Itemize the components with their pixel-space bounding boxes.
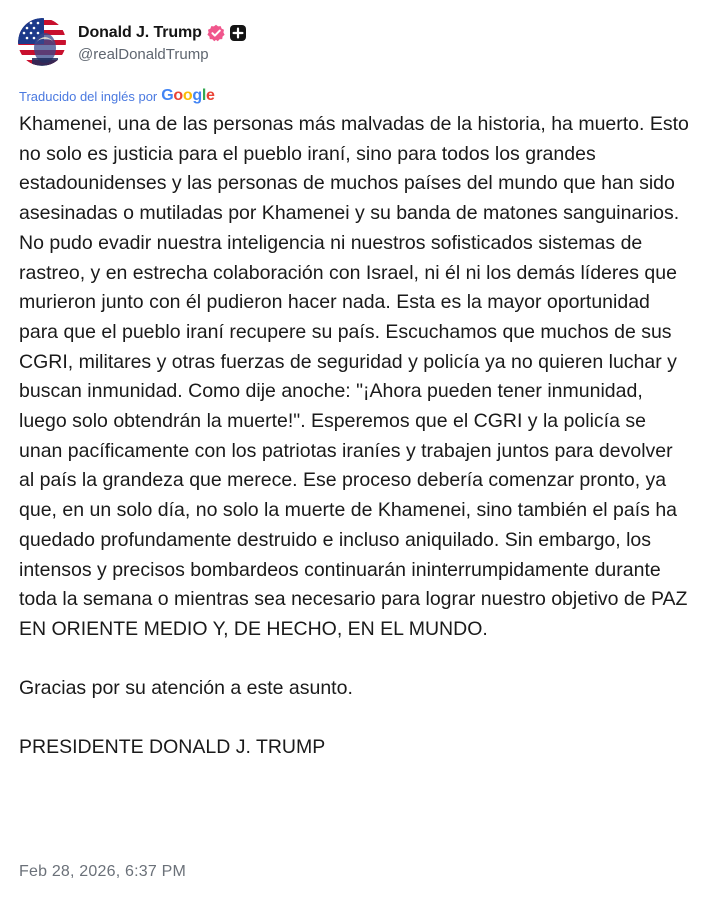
translation-attribution[interactable] <box>19 86 215 106</box>
post-body <box>19 110 691 763</box>
post-paragraph: Khamenei, una de las personas más malvadas de la historia, ha muerto. Esto no solo es justicia para el pueblo iraní, sino para todos los grandes estadounidenses y las personas de muchos países del mundo que han sido asesinadas o mutiladas por Khamenei y su banda de matones sanguinarios. No pudo evadir nuestra inteligencia ni nuestros sofisticados sistemas de rastreo, y en estrecha colaboración con Israel, ni él ni los demás líderes que murieron junto con él pudieron hacer nada. Esta es la mayor oportunidad para que el pueblo iraní recupere su país. Escuchamos que muchos de sus CGRI, militares y otras fuerzas de seguridad y policía ya no quieren luchar y buscan inmunidad. Como dije anoche: "¡Ahora pueden tener inmunidad, luego solo obtendrán la muerte!". Esperemos que el CGRI y la policía se unan pacíficamente con los patriotas iraníes y trabajen juntos para devolver al país la grandeza que merece. Ese proceso debería comenzar pronto, ya que, en un solo día, no solo la muerte de Khamenei, sino también el país ha quedado profundamente destruido e incluso aniquilado. Sin embargo, los intensos y precisos bombardeos continuarán ininterrumpidamente durante toda la semana o mientras sea necesario para lograr nuestro objetivo de PAZ EN ORIENTE MEDIO Y, DE HECHO, EN EL MUNDO. <box>19 113 689 640</box>
translation-label: Traducido del inglés por <box>19 88 158 104</box>
plus-badge-icon <box>230 25 246 41</box>
author-display-name[interactable]: Donald J. Trump <box>78 23 202 41</box>
post-signature: PRESIDENTE DONALD J. TRUMP <box>19 736 326 759</box>
flag-avatar-icon[interactable] <box>18 18 66 66</box>
name-row <box>78 22 246 44</box>
author-identity <box>78 22 246 63</box>
post-header <box>18 14 246 70</box>
post-timestamp[interactable]: Feb 28, 2026, 6:37 PM <box>19 863 186 880</box>
verified-badge-icon <box>207 24 225 42</box>
google-logo: G o o g l e <box>161 87 215 104</box>
author-handle[interactable]: @realDonaldTrump <box>78 45 209 63</box>
post-paragraph: Gracias por su atención a este asunto. <box>19 677 353 700</box>
